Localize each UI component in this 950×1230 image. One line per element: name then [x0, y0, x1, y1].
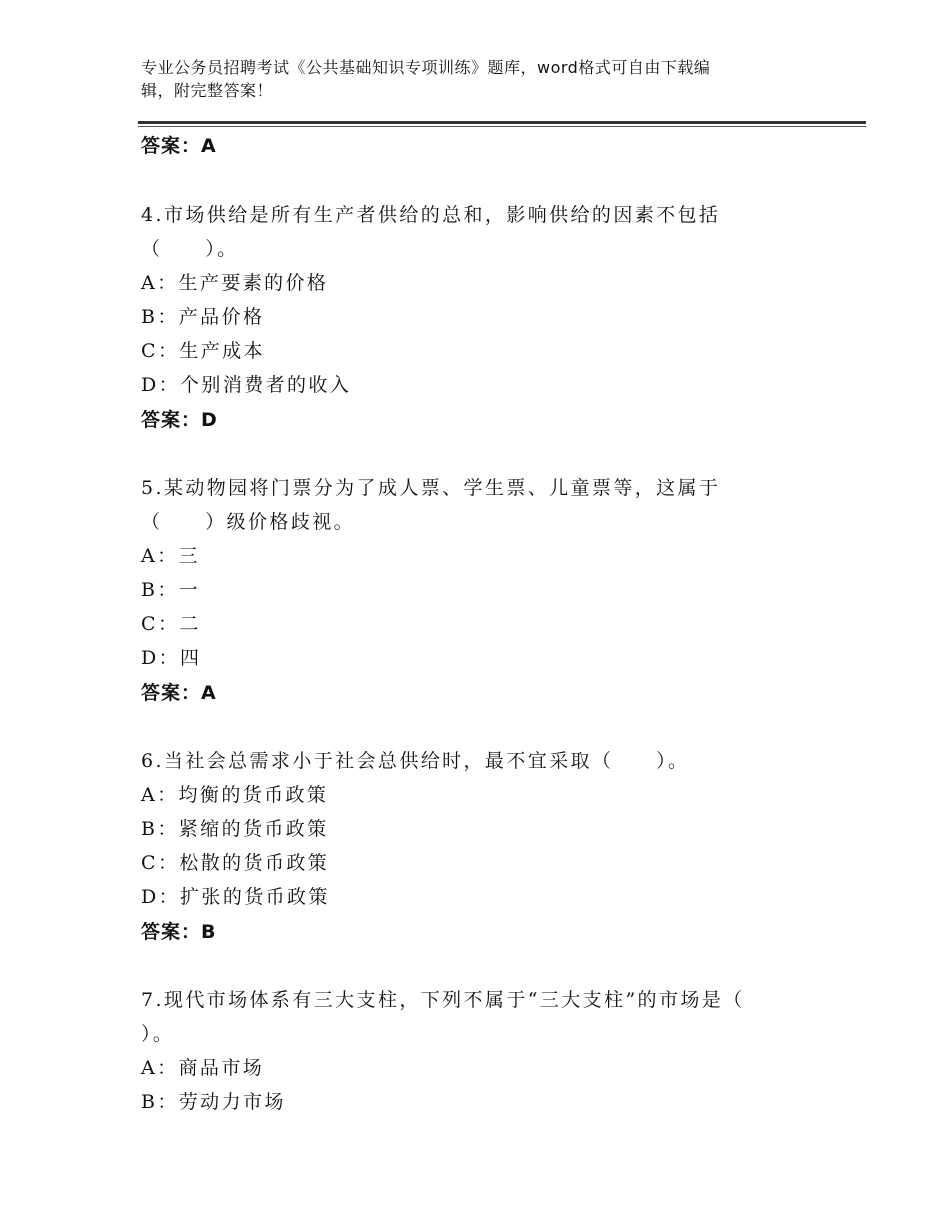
option-b: B：一: [141, 579, 201, 601]
option-c: C：生产成本: [141, 340, 265, 362]
document-header: [141, 56, 786, 102]
option-d: D：四: [141, 647, 202, 669]
option-d: D：个别消费者的收入: [141, 374, 352, 396]
option-b: B：产品价格: [141, 306, 265, 328]
header-line-2: 辑，附完整答案！: [141, 81, 274, 100]
previous-answer: 答案：A: [141, 135, 217, 157]
header-rule-thick: [138, 121, 866, 124]
question-stem-cont: ）。: [141, 1023, 175, 1045]
option-b: B：劳动力市场: [141, 1091, 286, 1113]
option-b: B：紧缩的货币政策: [141, 818, 329, 840]
question-stem-cont: （ ）级价格歧视。: [141, 511, 356, 533]
answer: 答案：D: [141, 409, 218, 431]
option-a: A：均衡的货币政策: [141, 784, 329, 806]
question-stem: 5.某动物园将门票分为了成人票、学生票、儿童票等，这属于: [141, 477, 721, 499]
header-line-1: 专业公务员招聘考试《公共基础知识专项训练》题库，word格式可自由下载编: [141, 58, 711, 77]
option-c: C：二: [141, 613, 201, 635]
option-d: D：扩张的货币政策: [141, 886, 330, 908]
question-stem: 7.现代市场体系有三大支柱，下列不属于“三大支柱”的市场是（: [141, 989, 745, 1011]
option-c: C：松散的货币政策: [141, 852, 330, 874]
question-stem: 4.市场供给是所有生产者供给的总和，影响供给的因素不包括: [141, 204, 721, 226]
answer: 答案：B: [141, 921, 217, 943]
header-rule-thin: [138, 126, 866, 127]
question-stem: 6.当社会总需求小于社会总供给时，最不宜采取（ ）。: [141, 750, 690, 772]
answer: 答案：A: [141, 682, 217, 704]
option-a: A：三: [141, 545, 200, 567]
question-stem-cont: （ ）。: [141, 238, 239, 260]
option-a: A：商品市场: [141, 1057, 265, 1079]
option-a: A：生产要素的价格: [141, 272, 329, 294]
